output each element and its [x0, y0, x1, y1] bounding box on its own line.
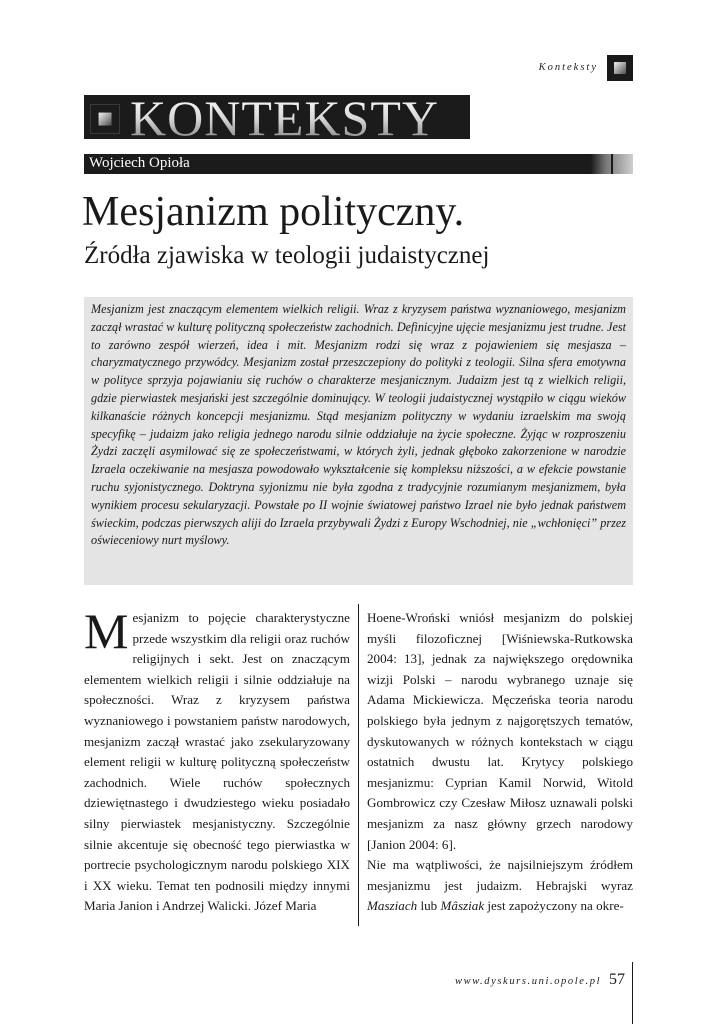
- drop-cap: M: [84, 603, 129, 659]
- article-subtitle: Źródła zjawiska w teologii judaistycznej: [84, 242, 490, 269]
- section-masthead: [84, 90, 470, 146]
- body-right-paragraph-2: [367, 855, 633, 917]
- page-number: 57: [609, 971, 625, 988]
- paragraph-2-end: jest zapożyczony na okre-: [484, 898, 624, 914]
- column-divider: [358, 604, 359, 926]
- term-masziach: Masziach: [367, 898, 418, 914]
- author-bar: [84, 154, 633, 174]
- body-column-left: [84, 603, 350, 917]
- body-right-paragraph-1: Hoene-Wroński wniósł mesjanizm do polskiej myśli filozoficznej [Wiśniewska-Rutkowska 2004: 13], jednak za największego orędownika wizji Polski – narodu wybranego uznaje się Adama Mickiewicza. Męczeńska teoria narodu polskiego była jednym z najgorętszych tematów, dyskutowanych w różnych kontekstach w ciągu ostatnich dwustu lat. Krytycy polskiego mesjanizmu: Cyprian Kamil Norwid, Witold Gombrowicz czy Czesław Miłosz uznawali polski mesjanizm za nasz główny grzech narodowy [Janion 2004: 6].: [367, 610, 633, 852]
- abstract-box: [84, 297, 633, 585]
- footer-url: www.dyskurs.uni.opole.pl: [455, 976, 602, 987]
- article-title: Mesjanizm polityczny.: [82, 189, 465, 235]
- author-name: Wojciech Opioła: [89, 155, 190, 171]
- section-marker-icon: [607, 55, 633, 81]
- author-bar-gradient: [591, 154, 633, 174]
- section-title: KONTEKSTY: [130, 90, 439, 146]
- footer-divider: [632, 962, 633, 1024]
- paragraph-2-start: Nie ma wątpliwości, że najsilniejszym źródłem mesjanizmu jest judaizm. Hebrajski wyraz: [367, 857, 633, 893]
- paragraph-2-connector: lub: [417, 898, 441, 914]
- body-column-right: [367, 608, 633, 917]
- running-head: Konteksty: [538, 62, 598, 73]
- term-masziak: Mâsziak: [440, 898, 485, 914]
- masthead-square-icon: [90, 104, 120, 134]
- abstract-text: Mesjanizm jest znaczącym elementem wielkich religii. Wraz z kryzysem państwa wyznaniowego, mesjanizm zaczął wrastać w kulturę polityczną społeczeństw zachodnich. Definicyjne ujęcie mesjanizmu jest trudne. Jest to zarówno zespół wierzeń, idea i mit. Mesjanizm rodzi się wraz z pojawieniem się mesjasza – charyzmatycznego przywódcy. Mesjanizm został przeszczepiony do polityki z teologii. Silna sfera emotywna w polityce sprzyja pojawianiu się ruchów o charakterze mesjanicznym. Judaizm jest tą z wielkich religii, gdzie pierwiastek mesjański jest szczególnie dominujący. W teologii judaistycznej wystąpiło w ciągu wieków kilkanaście różnych koncepcji mesjanizmu. Stąd mesjanizm polityczny w wydaniu izraelskim ma swoją specyfikę – judaizm jako religia jednego narodu silnie oddziałuje na życie społeczne. Żyjąc w rozproszeniu Żydzi zaczęli asymilować się ze społeczeństwami, w których żyli, jednak głęboko zakorzenione w narodzie Izraela oczekiwanie na mesjasza powodowało wykształcenie się kompleksu niższości, a w efekcie powstanie ruchu syjonistycznego. Doktryna syjonizmu nie była zgodna z tradycyjnie rozumianym mesjanizmem, była wynikiem procesu sekularyzacji. Powstałe po II wojnie światowej państwo Izrael nie było jednak państwem świeckim, podczas pierwszych aliji do Izraela przybywali Żydzi z Europy Wschodniej, nie „wchłonięci” przez oświeceniowy nurt myślowy.: [91, 302, 626, 548]
- body-left-text: esjanizm to pojęcie charakterystyczne przede wszystkim dla religii oraz ruchów religijnych i sekt. Jest on znaczącym elementem wielkich religii i silnie oddziałuje na społeczności. Wraz z kryzysem państwa wyznaniowego i powstaniem państw narodowych, mesjanizm zaczął wrastać jako zsekularyzowany element religii w kulturę polityczną społeczeństw zachodnich. Wiele ruchów społecznych dziewiętnastego i dwudziestego wieku posiadało silny pierwiastek mesjanistyczny. Szczególnie silnie akcentuje się obecność tego pierwiastka w portrecie psychologicznym narodu polskiego XIX i XX wieku. Temat ten podnosili między innymi Maria Janion i Andrzej Walicki. Józef Maria: [84, 610, 350, 914]
